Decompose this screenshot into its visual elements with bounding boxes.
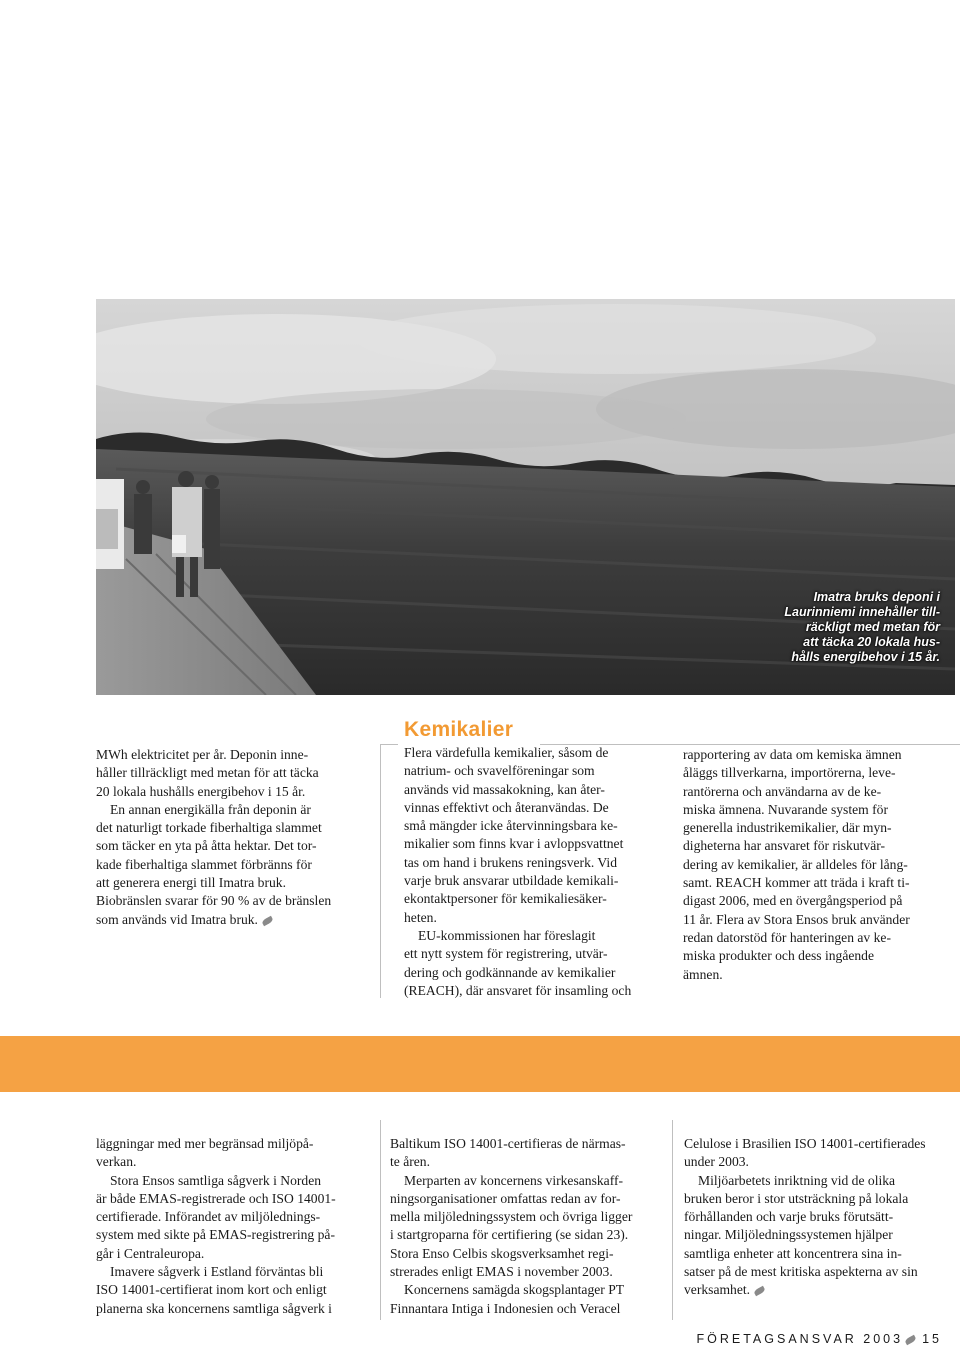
text-line: dering och godkännande av kemikalier xyxy=(404,964,616,980)
text-line: ekontaktpersoner för kemikaliesäker- xyxy=(404,891,607,907)
text-line: som täcker en yta på åtta hektar. Det tor- xyxy=(96,838,317,854)
text-line: Finnantara Intiga i Indonesien och Veracel xyxy=(390,1300,621,1316)
text-line: under 2003. xyxy=(684,1154,749,1170)
text-line: ISO 14001-certifierat inom kort och enligt xyxy=(96,1282,327,1298)
text-line: ningar. Miljöledningssystemen hjälper xyxy=(684,1227,893,1243)
text-line: Stora Enso Celbis skogsverksamhet regi- xyxy=(390,1245,614,1261)
text-line: dering av kemikalier, är alldeles för lång- xyxy=(683,856,908,872)
text-line: heten. xyxy=(404,909,437,925)
kemikalier-column-1 xyxy=(404,744,664,1000)
text-line: certifierade. Införandet av miljölednings- xyxy=(96,1209,321,1225)
leaf-icon xyxy=(753,1286,766,1296)
text-line: satser på de mest kritiska aspekterna av sin xyxy=(684,1264,918,1280)
text-line: system med sikte på EMAS-registrering på- xyxy=(96,1227,335,1243)
text-line: Stora Ensos samtliga sågverk i Norden xyxy=(110,1172,322,1188)
text-line: håller tillräckligt med metan för att täcka xyxy=(96,765,319,781)
kemikalier-column-2 xyxy=(683,746,945,984)
page-number: 15 xyxy=(922,1332,942,1346)
text-line: digheterna har ansvaret för riskutvär- xyxy=(683,838,886,854)
orange-band xyxy=(0,1036,960,1092)
bottom-column-2 xyxy=(390,1135,662,1318)
text-line: miska ämnena. Nuvarande system för xyxy=(683,801,888,817)
text-line: läggningar med mer begränsad miljöpå- xyxy=(96,1136,314,1151)
text-line: redan datorstöd för hanteringen av ke- xyxy=(683,929,891,945)
text-line: Biobränslen svarar för 90 % av de bränslen xyxy=(96,893,332,909)
text-line: planerna ska koncernens samtliga sågverk i xyxy=(96,1300,332,1316)
text-line: mella miljöledningssystem och övriga ligger xyxy=(390,1209,633,1225)
text-line: det naturligt torkade fiberhaltiga slammet xyxy=(96,820,322,836)
text-line: strerades enligt EMAS i november 2003. xyxy=(390,1264,613,1280)
bottom-column-1 xyxy=(96,1135,366,1318)
text-line: går i Centraleuropa. xyxy=(96,1245,205,1261)
text-line: te åren. xyxy=(390,1154,430,1170)
text-line: är både EMAS-registrerade och ISO 14001- xyxy=(96,1190,336,1206)
text-line: Koncernens samägda skogsplantager PT xyxy=(404,1282,625,1298)
leaf-icon xyxy=(261,915,274,925)
text-line: i startgroparna för certifiering (se sidan 23). xyxy=(390,1227,629,1243)
text-line: digast 2006, med en övergångsperiod på xyxy=(683,893,903,909)
text-line: att generera energi till Imatra bruk. xyxy=(96,875,286,891)
text-line: verkan. xyxy=(96,1154,137,1170)
text-line: 11 år. Flera av Stora Ensos bruk använder xyxy=(683,911,910,927)
text-line: samt. REACH kommer att träda i kraft ti- xyxy=(683,875,910,891)
caption-line: Laurinniemi innehåller till- xyxy=(784,605,940,619)
text-line: ningsorganisationer omfattas redan av for- xyxy=(390,1190,621,1206)
text-line-end xyxy=(684,1281,956,1299)
text-line: Baltikum ISO 14001-certifieras de närmas- xyxy=(390,1136,626,1151)
text-line: verksamhet. xyxy=(684,1282,751,1298)
section-title-kemikalier: Kemikalier xyxy=(404,718,514,741)
text-line: Merparten av koncernens virkesanskaff- xyxy=(404,1172,624,1188)
left-column xyxy=(96,746,366,929)
text-line: EU-kommissionen har föreslagit xyxy=(418,927,596,943)
caption-line: räckligt med metan för xyxy=(805,620,940,634)
text-line: kade fiberhaltiga slammet förbränns för xyxy=(96,856,312,872)
text-line: ett nytt system för registrering, utvär- xyxy=(404,946,608,962)
text-line: generella industrikemikalier, där myn- xyxy=(683,820,892,836)
text-line: vinnas effektivt och återanvändas. De xyxy=(404,799,609,815)
caption-line: att täcka 20 lokala hus- xyxy=(803,635,940,649)
page-footer xyxy=(697,1332,943,1346)
text-line: används vid massakokning, kan åter- xyxy=(404,781,605,797)
text-line: rantörerna och användarna av de ke- xyxy=(683,783,882,799)
text-line: varje bruk ansvarar utbildade kemikali- xyxy=(404,873,619,889)
caption-line: Imatra bruks deponi i xyxy=(813,590,940,604)
text-line: natrium- och svavelföreningar som xyxy=(404,763,595,779)
leaf-icon xyxy=(904,1334,917,1344)
text-line: Miljöarbetets inriktning vid de olika xyxy=(698,1172,896,1188)
text-line: som används vid Imatra bruk. xyxy=(96,911,258,927)
text-line: En annan energikälla från deponin är xyxy=(110,801,311,817)
text-line: bruken beror i stor utsträckning på lokala xyxy=(684,1190,909,1206)
column-divider xyxy=(672,1120,673,1320)
text-line: åläggs tillverkarna, importörerna, leve- xyxy=(683,765,896,781)
caption-line: hålls energibehov i 15 år. xyxy=(791,650,940,664)
text-line: Celulose i Brasilien ISO 14001-certifierades xyxy=(684,1136,926,1151)
box-top-rule-left xyxy=(380,744,398,745)
text-line: rapportering av data om kemiska ämnen xyxy=(683,747,902,762)
text-line: förhållanden och varje bruks förutsätt- xyxy=(684,1209,894,1225)
text-line: samtliga enheter att koncentrera sina in- xyxy=(684,1245,902,1261)
text-line: 20 lokala hushålls energibehov i 15 år. xyxy=(96,783,306,799)
text-line: mikalier som finns kvar i avloppsvattnet xyxy=(404,836,624,852)
text-line: miska produkter och dess ingående xyxy=(683,948,875,964)
column-divider xyxy=(380,1120,381,1320)
footer-section: FÖRETAGSANSVAR 2003 xyxy=(696,1332,904,1346)
text-line: små mängder icke återvinningsbara ke- xyxy=(404,818,618,834)
text-line: ämnen. xyxy=(683,966,723,982)
text-line: Imavere sågverk i Estland förväntas bli xyxy=(110,1264,324,1280)
text-line: tas om hand i brukens reningsverk. Vid xyxy=(404,854,617,870)
text-line: MWh elektricitet per år. Deponin inne- xyxy=(96,747,309,762)
photo-caption xyxy=(740,590,940,665)
text-line-end xyxy=(96,911,366,929)
bottom-column-3 xyxy=(684,1135,956,1300)
text-line: Flera värdefulla kemikalier, såsom de xyxy=(404,745,609,760)
box-left-rule xyxy=(380,744,381,998)
text-line: (REACH), där ansvaret för insamling och xyxy=(404,982,632,998)
